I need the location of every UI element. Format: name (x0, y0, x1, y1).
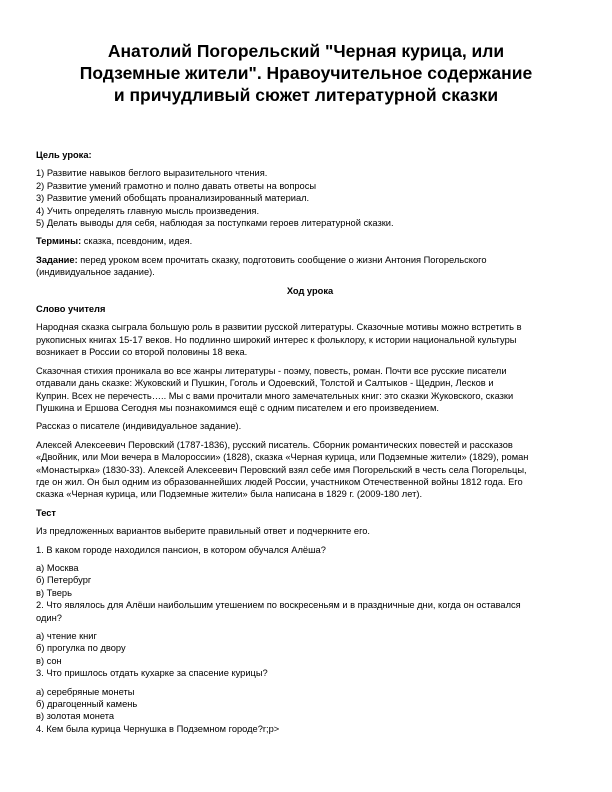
task-block (36, 254, 584, 279)
terms-line (36, 235, 584, 247)
story-about-writer: Рассказ о писателе (индивидуальное задание). (36, 421, 242, 432)
goal-item: 4) Учить определять главную мысль произведения. (36, 205, 260, 216)
paragraph-biography (36, 439, 584, 501)
paragraph-line: Куприн. Всех не перечесть….. Мы с вами прочитали много замечательных книг: это сказки Жуковского, сказки (36, 390, 514, 401)
paragraph-line: «Монастырка» (1830-33). Алексей Алексеевич Перовский взял себе имя Погорельский в честь села Погорельцы, (36, 464, 527, 475)
test-intro: Из предложенных вариантов выберите правильный ответ и подчеркните его. (36, 526, 371, 537)
paragraph-line: отдавали дань сказке: Жуковский и Пушкин, Гоголь и Одоевский, Толстой и Салтыков - Щедрин, Лесков и (36, 378, 494, 389)
paragraph-line: Пушкина и Ершова Сегодня мы познакомимся ещё с одним писателем и его произведением. (36, 402, 439, 413)
answer-option: в) золотая монета (36, 711, 115, 722)
answer-option: а) чтение книг (36, 631, 97, 641)
teacher-heading: Слово учителя (36, 304, 106, 315)
terms-text: сказка, псевдоним, идея. (81, 236, 193, 247)
paragraph-line: рукописных книгах 15-17 веков. Но подлинно широкий интерес к фольклору, к истории национальной культуры (36, 334, 517, 345)
task-line-2: (индивидуальное задание). (36, 267, 155, 278)
question-2-line-2: один? (36, 612, 62, 623)
question-4: 4. Кем была курица Чернушка в Подземном городе?r;p> (36, 723, 280, 734)
goal-item: 5) Делать выводы для себя, наблюдая за поступками героев литературной сказки. (36, 218, 394, 229)
lesson-heading: Ход урока (286, 285, 334, 296)
terms-label: Термины: (36, 236, 82, 247)
paragraph-line: возникает в России со второй половины 18 века. (36, 347, 248, 358)
paragraph-line: где он жил. Он был одним из образованнейших людей России, участником Отечественной войны 1812 года. Его (36, 476, 523, 487)
title-line-3: и причудливый сюжет литературной сказки (113, 85, 499, 105)
task-label: Задание: (36, 254, 78, 265)
question-2-options (36, 630, 584, 680)
goal-list (36, 167, 584, 229)
paragraph-folk-tale (36, 321, 584, 358)
answer-option: б) драгоценный камень (36, 699, 138, 710)
paragraph-line: Народная сказка сыграла большую роль в развитии русской литературы. Сказочные мотивы можно встретить в (36, 322, 522, 333)
question-2-line-1: 2. Что являлось для Алёши наибольшим утешением по воскресеньям и в праздничные дни, когда он оставался (36, 600, 521, 611)
question-1-options (36, 562, 584, 624)
answer-option: в) сон (36, 655, 62, 666)
title-line-1: Анатолий Погорельский "Черная курица, или (107, 41, 505, 61)
question-3-options (36, 686, 584, 736)
task-line-1 (36, 254, 584, 266)
document-body (36, 149, 584, 735)
document-title (40, 40, 572, 106)
paragraph-line: «Двойник, или Мои вечера в Малороссии» (1828), сказка «Черная курица, или Подземные жители» (1829), роман (36, 452, 529, 463)
goal-heading: Цель урока: (36, 150, 92, 160)
answer-option: б) Петербург (36, 575, 92, 586)
answer-option: а) Москва (36, 562, 79, 573)
question-3: 3. Что пришлось отдать кухарке за спасение курицы? (36, 668, 268, 679)
paragraph-line: сказка «Черная курица, или Подземные жители» была написана в 1829 г. (2009-180 лет). (36, 489, 423, 500)
answer-option: а) серебряные монеты (36, 686, 135, 697)
goal-item: 2) Развитие умений грамотно и полно давать ответы на вопросы (36, 180, 317, 191)
task-text: перед уроком всем прочитать сказку, подготовить сообщение о жизни Антония Погорельского (77, 254, 487, 265)
goal-item: 1) Развитие навыков беглого выразительного чтения. (36, 168, 268, 179)
paragraph-line: Сказочная стихия проникала во все жанры литературы - поэму, повесть, роман. Почти все русские писатели (36, 365, 507, 376)
test-heading: Тест (36, 507, 56, 518)
paragraph-fairy-tale-element (36, 365, 584, 415)
answer-option: в) Тверь (36, 587, 72, 598)
paragraph-line: Алексей Алексеевич Перовский (1787-1836), русский писатель. Сборник романтических повестей и рассказов (36, 439, 513, 450)
answer-option: б) прогулка по двору (36, 643, 126, 654)
title-line-2: Подземные жители". Нравоучительное содержание (79, 63, 533, 83)
question-1: 1. В каком городе находился пансион, в котором обучался Алёша? (36, 544, 326, 555)
goal-item: 3) Развитие умений обобщать проанализированный материал. (36, 193, 310, 204)
